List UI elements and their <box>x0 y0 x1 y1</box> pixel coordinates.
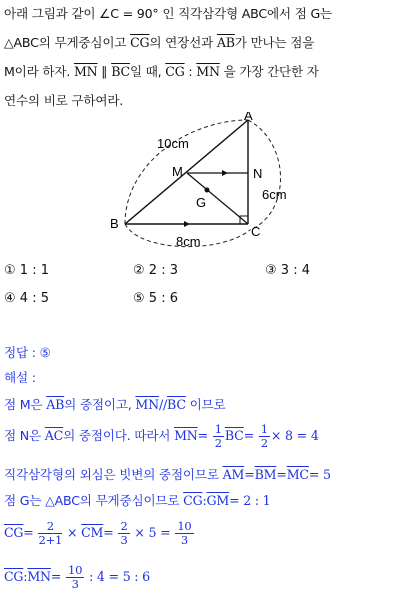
fraction-numerator: 10 <box>177 519 192 533</box>
segment-ac: $\overline{AC}$ <box>44 428 64 443</box>
explain-text: 점 M은 <box>4 397 43 412</box>
explain-text: 점 N은 <box>4 428 41 443</box>
segment-bc: $\overline{BC}$ <box>224 428 244 443</box>
answer-label: 정답 : ⑤ <box>4 345 51 360</box>
problem-line-4-text: 연수의 비로 구하여라. <box>4 93 124 108</box>
equals: = <box>243 428 258 443</box>
segment-am: $\overline{AM}$ <box>222 467 245 482</box>
parallel-symbol: ∥ <box>101 64 108 79</box>
equals: = <box>276 467 287 482</box>
label-b: B <box>110 216 119 231</box>
parallel-symbol: // <box>158 397 168 412</box>
fraction-numerator: 1 <box>260 422 268 436</box>
equals: = <box>103 525 114 540</box>
segment-mn: $\overline{MN}$ <box>135 397 159 412</box>
fraction-denominator: 2+1 <box>38 533 63 547</box>
fraction-numerator: 1 <box>214 422 222 436</box>
equals: = <box>23 525 34 540</box>
explanation-line-4 <box>4 490 271 509</box>
equals: = <box>244 467 255 482</box>
fraction-ten-thirds <box>66 564 84 591</box>
triangle-figure <box>0 112 400 252</box>
segment-mc: $\overline{MC}$ <box>286 467 309 482</box>
label-m: M <box>172 164 183 179</box>
segment-cg: $\overline{CG}$ <box>183 493 203 508</box>
calc-mid: × 5 = <box>134 525 171 540</box>
segment-bm: $\overline{BM}$ <box>254 467 277 482</box>
segment-mn: $\overline{MN}$ <box>174 428 198 443</box>
length-bc: 8cm <box>176 234 201 249</box>
parallel-arrow-mn <box>222 170 228 176</box>
problem-text: 일 때, <box>129 64 162 79</box>
segment-mn: $\overline{MN}$ <box>196 64 220 79</box>
choice-5[interactable]: ⑤ 5 : 6 <box>133 291 178 306</box>
fraction-denominator: 2 <box>214 436 222 450</box>
explain-text: 직각삼각형의 외심은 빗변의 중점이므로 <box>4 467 219 482</box>
problem-text: 의 연장선과 <box>149 35 214 50</box>
fraction-numerator: 2 <box>120 519 128 533</box>
segment-mn: $\overline{MN}$ <box>27 569 51 584</box>
choice-1[interactable]: ① 1 : 1 <box>4 263 49 278</box>
problem-line-4 <box>4 90 123 109</box>
segment-bc: $\overline{BC}$ <box>167 397 186 412</box>
explanation-line-5 <box>4 520 195 547</box>
equals: = <box>50 569 62 584</box>
problem-text: △ABC의 무게중심이고 <box>4 35 127 50</box>
label-g: G <box>196 195 207 210</box>
calc-tail: × 8 = 4 <box>270 428 319 443</box>
segment-cg: $\overline{CG}$ <box>4 525 24 540</box>
problem-line-1 <box>4 3 332 22</box>
ratio-colon: : <box>23 569 28 584</box>
fraction-ten-thirds <box>175 520 193 547</box>
segment-cg: $\overline{CG}$ <box>130 35 150 50</box>
ratio-colon: : <box>202 493 207 508</box>
explain-text: 의 중점이고, <box>64 397 132 412</box>
problem-text: M이라 하자. <box>4 64 71 79</box>
explanation-line-6 <box>4 564 150 591</box>
problem-text: 가 만나는 점을 <box>234 35 315 50</box>
label-c: C <box>251 224 261 239</box>
explain-text: 이므로 <box>189 397 226 412</box>
choice-4[interactable]: ④ 4 : 5 <box>4 291 49 306</box>
fraction-denominator: 3 <box>120 533 128 547</box>
fraction-two-thirds <box>118 520 129 547</box>
problem-line-3 <box>4 61 319 80</box>
choice-2[interactable]: ② 2 : 3 <box>133 263 178 278</box>
ratio-colon: : <box>188 64 193 79</box>
segment-bc: $\overline{BC}$ <box>111 64 130 79</box>
segment-gm: $\overline{GM}$ <box>206 493 230 508</box>
calc-tail: : 4 = 5 : 6 <box>89 569 150 584</box>
problem-line-1-text: 아래 그림과 같이 ∠C = 90° 인 직각삼각형 ABC에서 점 G는 <box>4 6 332 21</box>
calc-tail: = 2 : 1 <box>229 493 271 508</box>
fraction-one-half <box>213 423 224 450</box>
segment-cg: $\overline{CG}$ <box>165 64 185 79</box>
times: × <box>66 525 78 540</box>
choice-3[interactable]: ③ 3 : 4 <box>265 263 310 278</box>
segment-cg: $\overline{CG}$ <box>4 569 24 584</box>
parallel-arrow-bc <box>184 221 190 227</box>
problem-line-2 <box>4 32 314 51</box>
length-ac: 6cm <box>262 187 287 202</box>
explain-text: 의 중점이다. 따라서 <box>63 428 171 443</box>
fraction-two-over-three <box>38 520 62 547</box>
label-n: N <box>253 166 263 181</box>
segment-ab: $\overline{AB}$ <box>216 35 235 50</box>
problem-text: 을 가장 간단한 자 <box>223 64 319 79</box>
explanation-line-1 <box>4 394 225 413</box>
fraction-denominator: 3 <box>180 533 188 547</box>
explain-text: 점 G는 △ABC의 무게중심이므로 <box>4 493 180 508</box>
centroid-point <box>205 188 210 193</box>
fraction-numerator: 2 <box>38 520 62 534</box>
explanation-line-3 <box>4 464 331 483</box>
explanation-line-2 <box>4 423 319 450</box>
fraction-numerator: 10 <box>68 563 83 577</box>
fraction-denominator: 3 <box>71 577 79 591</box>
segment-ab: $\overline{AB}$ <box>46 397 65 412</box>
label-a: A <box>244 112 253 123</box>
length-ab: 10cm <box>157 136 189 151</box>
explanation-title: 해설 : <box>4 370 36 385</box>
segment-mn: $\overline{MN}$ <box>73 64 98 79</box>
fraction-one-half <box>259 423 270 450</box>
equals: = <box>197 428 208 443</box>
segment-cm: $\overline{CM}$ <box>81 525 104 540</box>
fraction-denominator: 2 <box>260 436 268 450</box>
calc-tail: = 5 <box>308 467 331 482</box>
